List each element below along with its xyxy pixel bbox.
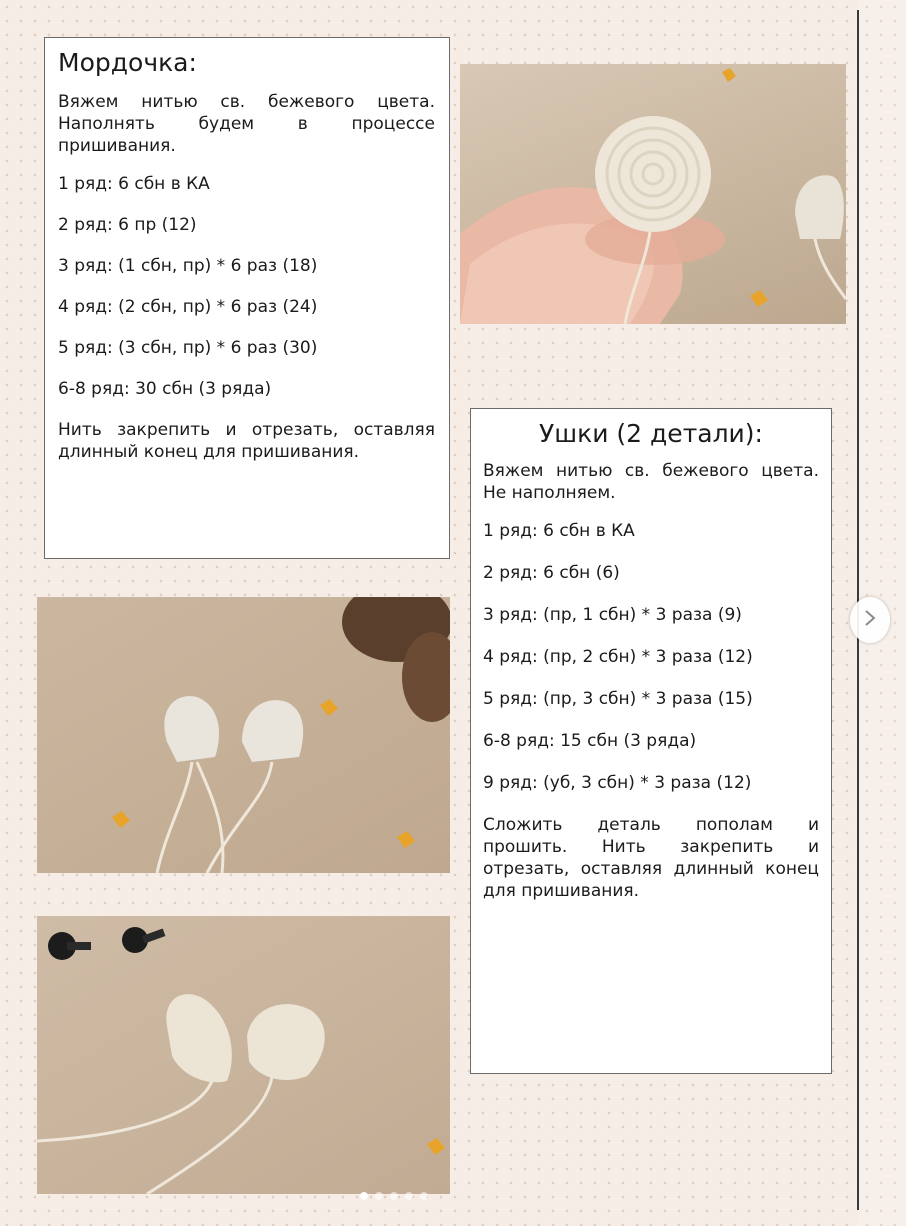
carousel-dot[interactable]: [375, 1192, 383, 1200]
ears-instructions-card: [470, 408, 832, 1074]
muzzle-row: 2 ряд: 6 пр (12): [58, 215, 197, 235]
ears-row: 5 ряд: (пр, 3 сбн) * 3 раза (15): [483, 689, 753, 709]
muzzle-row: 5 ряд: (3 сбн, пр) * 6 раз (30): [58, 338, 318, 358]
carousel-dot[interactable]: [360, 1192, 368, 1200]
muzzle-row: 3 ряд: (1 сбн, пр) * 6 раз (18): [58, 256, 318, 276]
ears-row: 4 ряд: (пр, 2 сбн) * 3 раза (12): [483, 647, 753, 667]
ears-row: 9 ряд: (уб, 3 сбн) * 3 раза (12): [483, 773, 752, 793]
photo-ears-illustration: [37, 597, 450, 873]
muzzle-row: 6-8 ряд: 30 сбн (3 ряда): [58, 379, 272, 399]
photo-crocheted-muzzle: [460, 64, 846, 324]
ears-outro: Сложить деталь пополам и прошить. Нить закрепить и отрезать, оставляя длинный конец для пришивания.: [483, 815, 819, 901]
photo-ears-eyes-illustration: [37, 916, 450, 1194]
ears-row: 1 ряд: 6 сбн в КА: [483, 521, 635, 541]
carousel-dot[interactable]: [390, 1192, 398, 1200]
ears-intro: Вяжем нитью св. бежевого цвета. Не наполняем.: [483, 461, 819, 503]
ears-title: Ушки (2 детали):: [539, 419, 763, 448]
muzzle-instructions-card: [44, 37, 450, 559]
photo-crocheted-ears-folded: [37, 916, 450, 1194]
muzzle-row: 4 ряд: (2 сбн, пр) * 6 раз (24): [58, 297, 318, 317]
carousel-dots: [360, 1192, 428, 1200]
chevron-right-icon: [863, 609, 877, 631]
photo-ball-illustration: [460, 64, 846, 324]
muzzle-outro: Нить закрепить и отрезать, оставляя длинный конец для пришивания.: [58, 420, 435, 462]
ears-row: 6-8 ряд: 15 сбн (3 ряда): [483, 731, 697, 751]
carousel-dot[interactable]: [420, 1192, 428, 1200]
carousel-dot[interactable]: [405, 1192, 413, 1200]
muzzle-title: Мордочка:: [58, 48, 197, 77]
muzzle-row: 1 ряд: 6 сбн в КА: [58, 174, 210, 194]
ears-row: 2 ряд: 6 сбн (6): [483, 563, 620, 583]
muzzle-intro: Вяжем нитью св. бежевого цвета. Наполнять будем в процессе пришивания.: [58, 92, 435, 156]
photo-crocheted-ears-flat: [37, 597, 450, 873]
ears-row: 3 ряд: (пр, 1 сбн) * 3 раза (9): [483, 605, 742, 625]
next-slide-button[interactable]: [850, 597, 890, 643]
